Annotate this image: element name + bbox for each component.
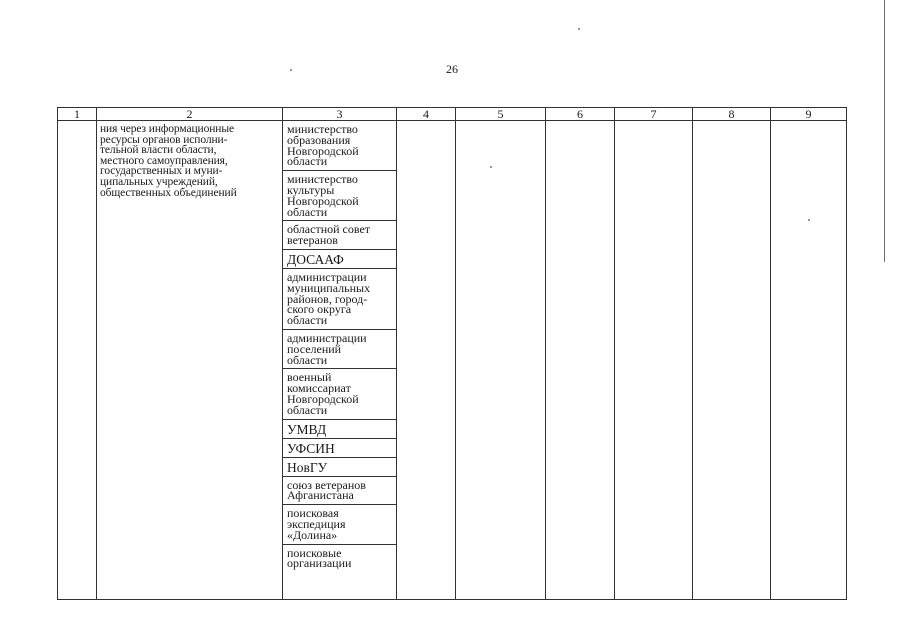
column-header: 1	[58, 108, 97, 121]
cell-col-4	[397, 121, 456, 600]
column-header: 8	[693, 108, 771, 121]
cell-col-3	[283, 121, 397, 600]
column-header: 5	[456, 108, 546, 121]
cell-col-9	[771, 121, 847, 600]
column-header: 2	[97, 108, 283, 121]
page-number: 26	[446, 62, 458, 76]
page-edge-line	[884, 0, 885, 262]
organizations-list	[283, 121, 396, 572]
organization-item: поисковые организации	[287, 545, 352, 571]
organization-item: военный комиссариат Новгородской области	[283, 369, 396, 419]
column-header: 9	[771, 108, 847, 121]
cell-col-6	[546, 121, 615, 600]
column-header: 7	[615, 108, 693, 121]
organization-item: министерство культуры Новгородской области	[283, 171, 396, 221]
organization-item: НовГУ	[283, 458, 396, 477]
scan-speck	[290, 69, 292, 71]
document-table	[57, 107, 847, 600]
organization-item: поисковая экспедиция «Долина»	[283, 505, 396, 544]
organization-item: администрации поселений области	[283, 330, 396, 369]
activity-description: ния через информационные ресурсы органов исполни- тельной власти области, местного самоуправления, государственных и муни- ципальных учреждений, общественных объединений	[100, 123, 237, 199]
table-header-row	[58, 108, 847, 121]
column-header: 3	[283, 108, 397, 121]
organization-item: ДОСААФ	[283, 250, 396, 269]
column-header: 6	[546, 108, 615, 121]
scan-speck	[578, 28, 580, 30]
cell-col-8	[693, 121, 771, 600]
organization-item: УФСИН	[283, 439, 396, 458]
cell-col-2	[97, 121, 283, 600]
column-header: 4	[397, 108, 456, 121]
organization-item: администрации муниципальных районов, город- ского округа области	[283, 269, 396, 330]
table-row	[58, 121, 847, 600]
organization-item: УМВД	[283, 420, 396, 439]
cell-col-7	[615, 121, 693, 600]
cell-col-5	[456, 121, 546, 600]
organization-item: областной совет ветеранов	[283, 221, 396, 250]
cell-col-1	[58, 121, 97, 600]
organization-item: союз ветеранов Афганистана	[283, 477, 396, 506]
organization-item: министерство образования Новгородской области	[283, 121, 396, 171]
